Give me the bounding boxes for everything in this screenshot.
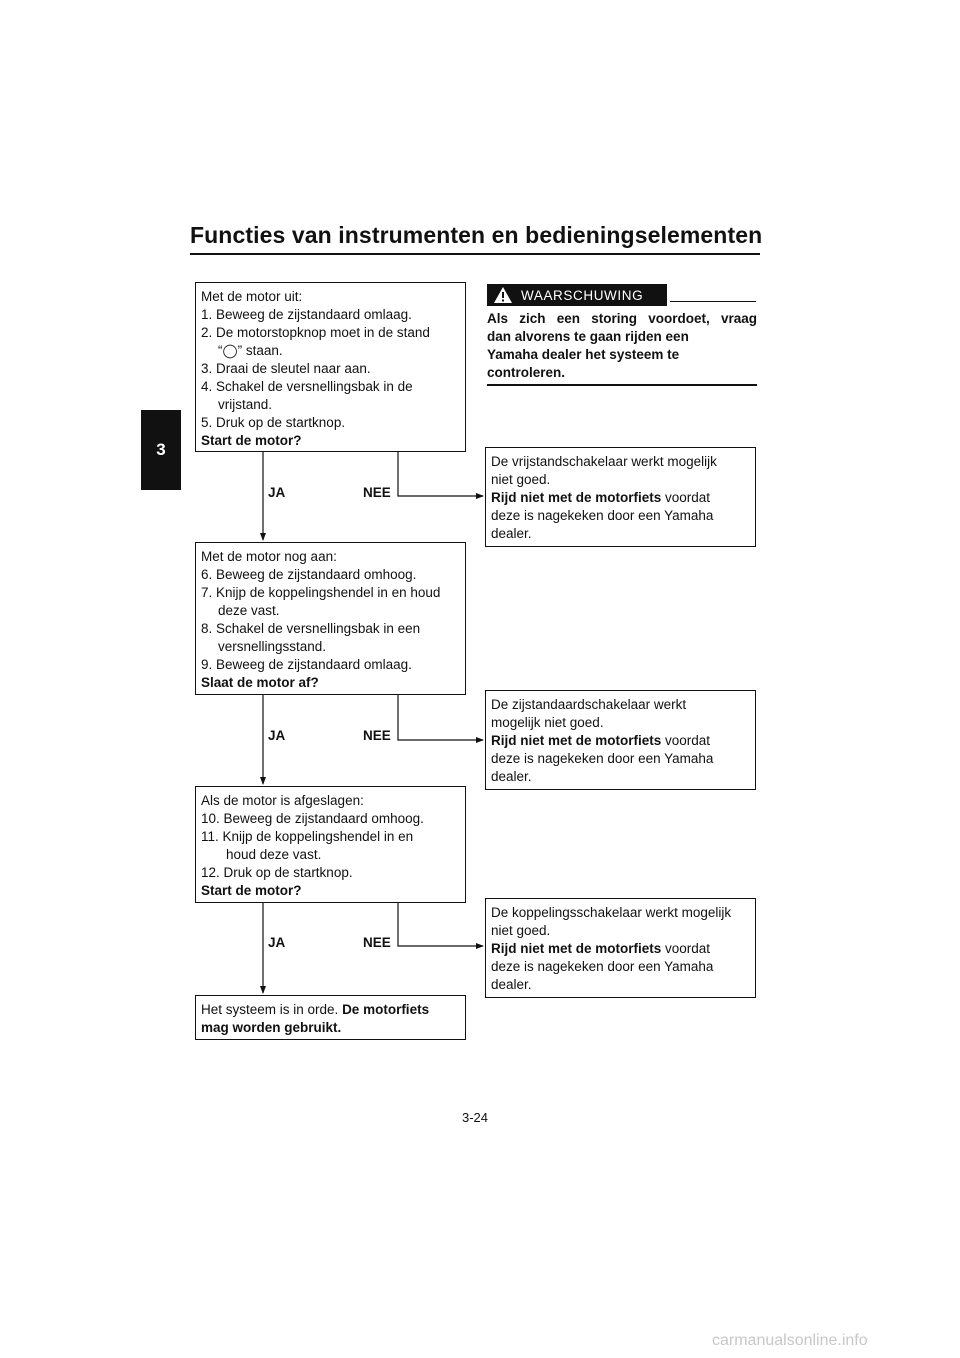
step-text: 10. Beweeg de zijstandaard omhoog. — [201, 811, 424, 826]
step-text: 2. De motorstopknop moet in de stand — [201, 325, 430, 340]
step-text: vrijstand. — [218, 397, 273, 412]
step-box-3 — [195, 786, 466, 903]
step-box-2 — [195, 542, 466, 695]
warning-triangle-icon — [493, 286, 513, 304]
fault-text: niet goed. — [491, 923, 551, 938]
step-text: 7. Knijp de koppelingshendel in en houd — [201, 585, 441, 600]
fault-text: dealer. — [491, 769, 532, 784]
fault-text: dealer. — [491, 526, 532, 541]
chapter-tab: 3 — [141, 410, 181, 490]
yes-label: JA — [268, 935, 286, 950]
warning-header — [487, 284, 667, 306]
result-bold: mag worden gebruikt. — [201, 1020, 342, 1035]
step-text: Met de motor uit: — [201, 289, 303, 304]
step-text: houd deze vast. — [226, 847, 322, 862]
step-text: 4. Schakel de versnellingsbak in de — [201, 379, 413, 394]
step-text: deze vast. — [218, 603, 280, 618]
no-connector-1 — [398, 451, 483, 496]
warning-line: controleren. — [487, 365, 566, 380]
result-box — [195, 995, 466, 1040]
step-text: 1. Beweeg de zijstandaard omlaag. — [201, 307, 412, 322]
step-text: 3. Draai de sleutel naar aan. — [201, 361, 371, 376]
fault-text: voordat — [661, 733, 711, 748]
no-label: NEE — [363, 485, 391, 500]
fault-text: niet goed. — [491, 472, 551, 487]
no-label: NEE — [363, 728, 391, 743]
step-text: 5. Druk op de startknop. — [201, 415, 346, 430]
step-text: 12. Druk op de startknop. — [201, 865, 353, 880]
step-question: Start de motor? — [201, 883, 302, 898]
fault-text: De zijstandaardschakelaar werkt — [491, 697, 687, 712]
step-text: 6. Beweeg de zijstandaard omhoog. — [201, 567, 417, 582]
step-text: 8. Schakel de versnellingsbak in een — [201, 621, 421, 636]
fault-text: deze is nagekeken door een Yamaha — [491, 751, 714, 766]
fault-box-3 — [485, 898, 756, 998]
result-text: Het systeem is in orde. — [201, 1002, 343, 1017]
warning-text — [487, 310, 757, 382]
warning-rule-bottom — [487, 384, 757, 386]
fault-box-1 — [485, 447, 756, 547]
step-text: Als de motor is afgeslagen: — [201, 793, 364, 808]
fault-text: deze is nagekeken door een Yamaha — [491, 959, 714, 974]
warning-rule-top — [670, 301, 756, 302]
no-label: NEE — [363, 935, 391, 950]
page-title: Functies van instrumenten en bedieningselementen — [190, 222, 763, 248]
step-box-1 — [195, 282, 466, 452]
fault-text: De vrijstandschakelaar werkt mogelijk — [491, 454, 717, 469]
fault-warning: Rijd niet met de motorfiets — [491, 941, 662, 956]
warning-line: Als zich een storing voordoet, vraag — [487, 311, 757, 326]
warning-label: WAARSCHUWING — [521, 287, 644, 303]
step-text: 11. Knijp de koppelingshendel in en — [201, 829, 414, 844]
yes-label: JA — [268, 728, 286, 743]
no-connector-2 — [398, 694, 483, 740]
no-connector-3 — [398, 902, 483, 946]
step-text: “◯” staan. — [218, 343, 283, 358]
yes-label: JA — [268, 485, 286, 500]
step-question: Slaat de motor af? — [201, 675, 319, 690]
fault-text: voordat — [661, 941, 711, 956]
watermark: carmanualsonline.info — [712, 1332, 868, 1349]
fault-text: De koppelingsschakelaar werkt mogelijk — [491, 905, 732, 920]
step-text: versnellingsstand. — [218, 639, 327, 654]
warning-line: dan alvorens te gaan rijden een — [487, 329, 689, 344]
warning-line: Yamaha dealer het systeem te — [487, 347, 680, 362]
result-bold: De motorfiets — [342, 1002, 430, 1017]
step-question: Start de motor? — [201, 433, 302, 448]
fault-warning: Rijd niet met de motorfiets — [491, 490, 662, 505]
fault-text: deze is nagekeken door een Yamaha — [491, 508, 714, 523]
fault-text: mogelijk niet goed. — [491, 715, 604, 730]
fault-box-2 — [485, 690, 756, 790]
fault-warning: Rijd niet met de motorfiets — [491, 733, 662, 748]
step-text: Met de motor nog aan: — [201, 549, 337, 564]
step-text: 9. Beweeg de zijstandaard omlaag. — [201, 657, 412, 672]
page-number: 3-24 — [462, 1110, 489, 1125]
fault-text: dealer. — [491, 977, 532, 992]
fault-text: voordat — [661, 490, 711, 505]
